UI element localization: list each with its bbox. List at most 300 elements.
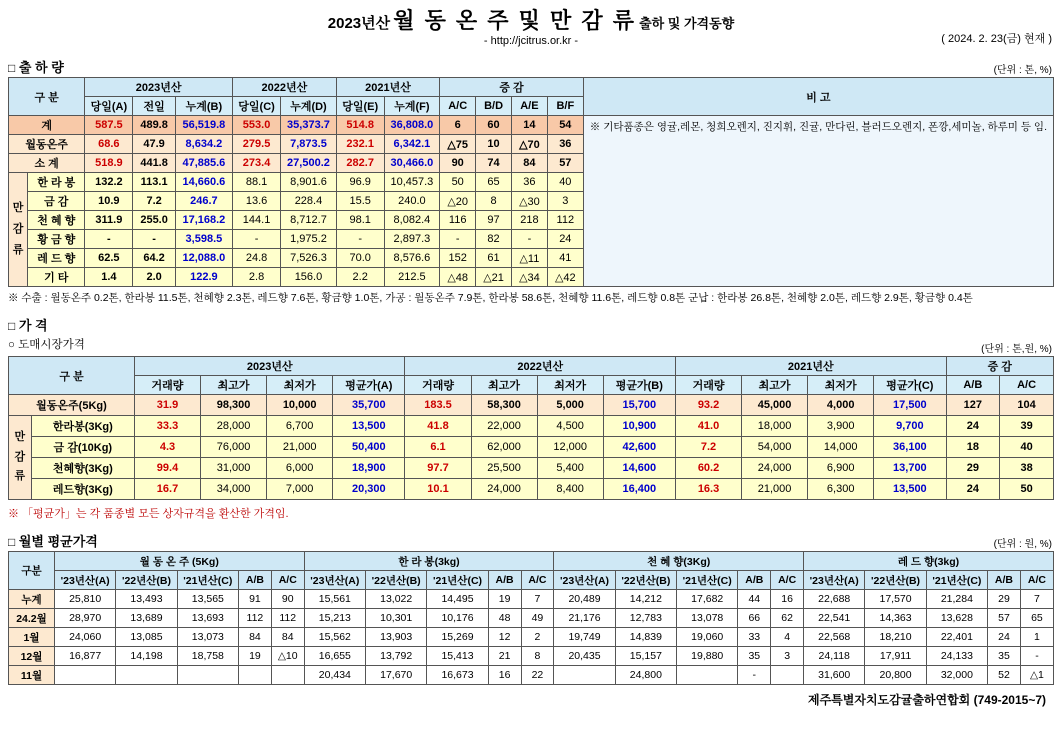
table-cell: 22,000 (471, 416, 537, 437)
monthly-col-gubun: 구분 (9, 552, 55, 590)
col-sub-8: B/D (476, 97, 512, 116)
table-cell: 52 (988, 666, 1021, 685)
table-cell: 60 (476, 116, 512, 135)
table-cell: △48 (440, 268, 476, 287)
table-cell: 7,526.3 (281, 249, 337, 268)
row-label: 금 감(10Kg) (31, 437, 134, 458)
table-cell: 10,301 (366, 609, 427, 628)
table-cell: - (336, 230, 384, 249)
table-row (9, 437, 1054, 458)
table-cell: 12,000 (537, 437, 603, 458)
table-cell: 18 (946, 437, 1000, 458)
table-cell: 112 (547, 211, 583, 230)
table-cell: 218 (511, 211, 547, 230)
table-cell: 16.3 (675, 479, 741, 500)
table-cell: 13,565 (177, 590, 238, 609)
table-cell: 8,634.2 (175, 135, 232, 154)
checkbox-mark-2: □ (8, 319, 16, 333)
table-cell: 35,700 (333, 395, 405, 416)
row-label: 24.2월 (9, 609, 55, 628)
table-cell: 58,300 (471, 395, 537, 416)
table-cell: 30,466.0 (384, 154, 440, 173)
row-label: 기 타 (28, 268, 85, 287)
table-cell: 62,000 (471, 437, 537, 458)
table-cell (677, 666, 738, 685)
table-cell: 240.0 (384, 192, 440, 211)
col-sub-1: 전일 (133, 97, 175, 116)
row-label: 금 감 (28, 192, 85, 211)
table-cell: 8 (476, 192, 512, 211)
table-cell: - (233, 230, 281, 249)
table-cell: 6,900 (808, 458, 874, 479)
table-cell: 17,570 (865, 590, 926, 609)
table-cell: 84 (271, 628, 304, 647)
col-sub-4: 누계(D) (281, 97, 337, 116)
table-cell: 10.1 (405, 479, 471, 500)
table-cell: 40 (1000, 437, 1054, 458)
table-cell: 99.4 (134, 458, 200, 479)
table-cell: 41.8 (405, 416, 471, 437)
price-col-gubun: 구 분 (9, 357, 135, 395)
table-cell: 518.9 (85, 154, 133, 173)
row-group-label: 만 감 류 (9, 416, 32, 500)
table-cell: 10,900 (603, 416, 675, 437)
section-monthly-label: 월별 평균가격 (18, 534, 98, 549)
table-cell: 20,434 (304, 666, 365, 685)
section-monthly-title (8, 534, 98, 549)
table-cell: 35,373.7 (281, 116, 337, 135)
table-cell: 13,700 (874, 458, 946, 479)
table-cell: - (738, 666, 771, 685)
table-cell: 12,783 (615, 609, 676, 628)
table-cell: 27,500.2 (281, 154, 337, 173)
col-2021: 2021년산 (336, 78, 439, 97)
table-cell: 31,600 (804, 666, 865, 685)
table-cell: 57 (547, 154, 583, 173)
table-cell: 228.4 (281, 192, 337, 211)
table-cell: 6,700 (267, 416, 333, 437)
table-cell: 36,808.0 (384, 116, 440, 135)
monthly-subcol-2-4: A/C (771, 571, 804, 590)
table-cell: 21,176 (554, 609, 615, 628)
section-price-unit: (단위 : 톤,원, %) (981, 344, 1052, 355)
table-cell: 10.9 (85, 192, 133, 211)
table-cell: 31,000 (201, 458, 267, 479)
table-cell: 24.8 (233, 249, 281, 268)
table-cell: 70.0 (336, 249, 384, 268)
table-cell: 17,168.2 (175, 211, 232, 230)
table-cell: 10,000 (267, 395, 333, 416)
table-cell: 84 (511, 154, 547, 173)
col-remark: 비 고 (583, 78, 1053, 116)
table-cell: - (85, 230, 133, 249)
table-cell: 10,176 (427, 609, 488, 628)
table-cell: 19 (488, 590, 521, 609)
table-cell: 18,900 (333, 458, 405, 479)
col-2022: 2022년산 (233, 78, 337, 97)
table-cell: 17,682 (677, 590, 738, 609)
table-cell: 6,000 (267, 458, 333, 479)
section-shipment (8, 57, 1054, 305)
table-cell: 19,749 (554, 628, 615, 647)
monthly-subcol-0-0: '23년산(A) (54, 571, 115, 590)
table-cell: 36 (547, 135, 583, 154)
table-cell: 54,000 (742, 437, 808, 458)
table-cell: 35 (988, 647, 1021, 666)
table-cell: 2,897.3 (384, 230, 440, 249)
table-cell: 2 (521, 628, 554, 647)
row-label: 1월 (9, 628, 55, 647)
price-col-change: 증 감 (946, 357, 1054, 376)
table-cell: 13,085 (116, 628, 177, 647)
price-col-2022: 2022년산 (405, 357, 676, 376)
table-cell: 8,901.6 (281, 173, 337, 192)
checkbox-mark-3: □ (8, 535, 16, 549)
checkbox-mark-1: □ (8, 61, 16, 75)
table-cell: 12 (488, 628, 521, 647)
site-url: - http://jcitrus.or.kr - (483, 35, 579, 47)
table-cell: 97.7 (405, 458, 471, 479)
table-row (9, 647, 1054, 666)
table-cell: 24,000 (742, 458, 808, 479)
circle-mark: ○ (8, 339, 15, 351)
table-cell: 246.7 (175, 192, 232, 211)
table-cell: 25,810 (54, 590, 115, 609)
table-cell: 16,877 (54, 647, 115, 666)
table-cell: 48 (488, 609, 521, 628)
monthly-subcol-1-3: A/B (488, 571, 521, 590)
row-label: 누계 (9, 590, 55, 609)
table-cell: 96.9 (336, 173, 384, 192)
section-price (8, 315, 1054, 521)
monthly-subcol-0-1: '22년산(B) (116, 571, 177, 590)
table-cell: 28,970 (54, 609, 115, 628)
monthly-subcol-2-1: '22년산(B) (615, 571, 676, 590)
table-cell: 21,284 (926, 590, 987, 609)
table-cell: 15.5 (336, 192, 384, 211)
table-cell: 49 (521, 609, 554, 628)
table-cell: △42 (547, 268, 583, 287)
table-cell: 66 (738, 609, 771, 628)
table-cell: 24 (547, 230, 583, 249)
table-cell: 20,435 (554, 647, 615, 666)
row-group-label: 만 감 류 (9, 173, 28, 287)
section-monthly-unit: (단위 : 원, %) (993, 539, 1052, 550)
table-cell: 91 (239, 590, 272, 609)
table-cell: 13,022 (366, 590, 427, 609)
row-label: 월동온주 (9, 135, 85, 154)
table-cell: 587.5 (85, 116, 133, 135)
title-year: 2023년산 (327, 15, 391, 32)
table-cell: 1.4 (85, 268, 133, 287)
table-cell: 3 (547, 192, 583, 211)
table-cell: 13,689 (116, 609, 177, 628)
table-cell: 24,118 (804, 647, 865, 666)
col-2023: 2023년산 (85, 78, 233, 97)
table-cell: 232.1 (336, 135, 384, 154)
table-cell: 212.5 (384, 268, 440, 287)
price-sub-2023-2: 최저가 (267, 376, 333, 395)
table-cell: 13,493 (116, 590, 177, 609)
price-col-2023: 2023년산 (134, 357, 405, 376)
table-cell: 10,457.3 (384, 173, 440, 192)
table-cell: 13.6 (233, 192, 281, 211)
table-cell: 13,792 (366, 647, 427, 666)
row-label: 한라봉(3Kg) (31, 416, 134, 437)
table-cell: 13,693 (177, 609, 238, 628)
report-date: ( 2024. 2. 23(금) 현재 ) (941, 33, 1052, 45)
section-price-title (8, 315, 1054, 334)
table-cell: △1 (1020, 666, 1053, 685)
price-sub-2021-1: 최고가 (742, 376, 808, 395)
col-sub-7: A/C (440, 97, 476, 116)
table-cell: 7 (1020, 590, 1053, 609)
table-cell: 97 (476, 211, 512, 230)
monthly-subcol-3-1: '22년산(B) (865, 571, 926, 590)
table-cell: 12,088.0 (175, 249, 232, 268)
table-cell: 7 (521, 590, 554, 609)
table-cell: 14,600 (603, 458, 675, 479)
table-row (9, 628, 1054, 647)
table-cell: △70 (511, 135, 547, 154)
shipment-table (8, 77, 1054, 287)
table-cell: 84 (239, 628, 272, 647)
price-sub-2022-3: 평균가(B) (603, 376, 675, 395)
title-main: 월 동 온 주 및 만 감 류 (393, 8, 637, 33)
table-cell: 116 (440, 211, 476, 230)
table-cell: 18,210 (865, 628, 926, 647)
table-cell: 8,400 (537, 479, 603, 500)
table-cell: 1 (1020, 628, 1053, 647)
table-cell: 10 (476, 135, 512, 154)
table-cell: 122.9 (175, 268, 232, 287)
monthly-subcol-2-2: '21년산(C) (677, 571, 738, 590)
table-cell: △10 (271, 647, 304, 666)
table-cell: 24,800 (615, 666, 676, 685)
section-monthly (8, 531, 1054, 685)
table-cell: 17,911 (865, 647, 926, 666)
row-label: 한 라 봉 (28, 173, 85, 192)
table-row (9, 395, 1054, 416)
title-subtitle: 출하 및 가격동향 (639, 16, 735, 31)
table-cell: 24 (988, 628, 1021, 647)
table-cell: 144.1 (233, 211, 281, 230)
row-label: 11월 (9, 666, 55, 685)
table-cell: 152 (440, 249, 476, 268)
table-cell: - (1020, 647, 1053, 666)
shipment-footnote: ※ 수출 : 월동온주 0.2톤, 한라봉 11.5톤, 천혜향 2.3톤, 레드향 7.6톤, 황금향 1.0톤, 가공 : 월동온주 7.9톤, 한라봉 58.6톤, 천혜향 11.6톤, 레드향 0.8톤 군납 : 한라봉 26.8톤, 천혜향 2.0톤, 레드향 2.9톤, 황금향 0.4톤 (8, 292, 973, 304)
price-sub-2022-0: 거래량 (405, 376, 471, 395)
table-cell: 311.9 (85, 211, 133, 230)
table-cell: 16 (771, 590, 804, 609)
table-cell: 279.5 (233, 135, 281, 154)
table-cell: - (440, 230, 476, 249)
section-shipment-unit: (단위 : 톤, %) (993, 65, 1052, 76)
table-cell: 18,758 (177, 647, 238, 666)
table-cell: 14,198 (116, 647, 177, 666)
table-cell: 21,000 (267, 437, 333, 458)
monthly-group-2: 천 혜 향(3Kg) (554, 552, 804, 571)
table-cell: 29 (988, 590, 1021, 609)
table-cell: 5,000 (537, 395, 603, 416)
table-cell: 14,212 (615, 590, 676, 609)
table-cell: 76,000 (201, 437, 267, 458)
table-cell: 34,000 (201, 479, 267, 500)
col-sub-2: 누계(B) (175, 97, 232, 116)
monthly-subcol-2-0: '23년산(A) (554, 571, 615, 590)
table-cell: 8,082.4 (384, 211, 440, 230)
table-cell: 2.0 (133, 268, 175, 287)
table-cell: 18,000 (742, 416, 808, 437)
table-cell (239, 666, 272, 685)
section-price-subtitle-wrap (8, 339, 85, 351)
table-cell: 6.1 (405, 437, 471, 458)
table-cell: 112 (239, 609, 272, 628)
table-cell: 441.8 (133, 154, 175, 173)
monthly-table (8, 551, 1054, 685)
table-cell: - (511, 230, 547, 249)
table-cell: 40 (547, 173, 583, 192)
table-cell: 65 (1020, 609, 1053, 628)
table-cell: 13,903 (366, 628, 427, 647)
table-cell: 255.0 (133, 211, 175, 230)
table-cell: △11 (511, 249, 547, 268)
table-cell: 62 (771, 609, 804, 628)
footer-organization: 제주특별자치도감귤출하연합회 (749-2015~7) (807, 693, 1046, 707)
table-cell: △21 (476, 268, 512, 287)
table-cell: 127 (946, 395, 1000, 416)
table-cell: 16,673 (427, 666, 488, 685)
table-cell: 282.7 (336, 154, 384, 173)
row-label: 레 드 향 (28, 249, 85, 268)
table-cell: 7.2 (675, 437, 741, 458)
price-sub-2021-2: 최저가 (808, 376, 874, 395)
table-cell: 20,300 (333, 479, 405, 500)
table-cell: 17,500 (874, 395, 946, 416)
table-cell: 2.2 (336, 268, 384, 287)
table-cell: 15,561 (304, 590, 365, 609)
col-sub-5: 당일(E) (336, 97, 384, 116)
table-cell: 4,500 (537, 416, 603, 437)
table-cell: 24 (946, 416, 1000, 437)
table-cell: 22,688 (804, 590, 865, 609)
row-label: 월동온주(5Kg) (9, 395, 135, 416)
row-label: 천 혜 향 (28, 211, 85, 230)
table-cell (271, 666, 304, 685)
table-cell: 15,157 (615, 647, 676, 666)
table-cell: 54 (547, 116, 583, 135)
table-cell: 33 (738, 628, 771, 647)
price-sub-2023-3: 평균가(A) (333, 376, 405, 395)
monthly-group-1: 한 라 봉(3kg) (304, 552, 554, 571)
table-cell: 156.0 (281, 268, 337, 287)
price-sub-jg-1: A/C (1000, 376, 1054, 395)
table-cell: 50 (1000, 479, 1054, 500)
col-sub-0: 당일(A) (85, 97, 133, 116)
table-cell: 29 (946, 458, 1000, 479)
table-cell: 13,628 (926, 609, 987, 628)
price-col-2021: 2021년산 (675, 357, 946, 376)
table-cell: 6,342.1 (384, 135, 440, 154)
table-cell: 273.4 (233, 154, 281, 173)
monthly-subcol-1-1: '22년산(B) (366, 571, 427, 590)
price-sub-2021-3: 평균가(C) (874, 376, 946, 395)
table-cell: 15,562 (304, 628, 365, 647)
monthly-subcol-1-0: '23년산(A) (304, 571, 365, 590)
table-cell: 64.2 (133, 249, 175, 268)
table-cell: 47,885.6 (175, 154, 232, 173)
table-cell: 5,400 (537, 458, 603, 479)
table-cell: 38 (1000, 458, 1054, 479)
table-row (9, 609, 1054, 628)
table-cell: 3 (771, 647, 804, 666)
table-cell: 68.6 (85, 135, 133, 154)
table-cell: 93.2 (675, 395, 741, 416)
table-cell: 14,000 (808, 437, 874, 458)
table-cell: 22 (521, 666, 554, 685)
table-cell: 183.5 (405, 395, 471, 416)
table-cell: 36,100 (874, 437, 946, 458)
monthly-subcol-3-2: '21년산(C) (926, 571, 987, 590)
table-cell: 22,541 (804, 609, 865, 628)
table-cell: 2.8 (233, 268, 281, 287)
table-cell: △34 (511, 268, 547, 287)
price-sub-2022-2: 최저가 (537, 376, 603, 395)
table-cell: 113.1 (133, 173, 175, 192)
table-cell: 41.0 (675, 416, 741, 437)
monthly-subcol-3-4: A/C (1020, 571, 1053, 590)
table-cell: 50 (440, 173, 476, 192)
monthly-subcol-2-3: A/B (738, 571, 771, 590)
table-cell: 47.9 (133, 135, 175, 154)
table-cell: 7,873.5 (281, 135, 337, 154)
price-sub-2023-0: 거래량 (134, 376, 200, 395)
table-cell: 21 (488, 647, 521, 666)
table-cell: 6,300 (808, 479, 874, 500)
table-cell: 16,400 (603, 479, 675, 500)
table-cell: 3,900 (808, 416, 874, 437)
table-cell: 60.2 (675, 458, 741, 479)
table-cell: 33.3 (134, 416, 200, 437)
table-cell (177, 666, 238, 685)
table-cell: 132.2 (85, 173, 133, 192)
table-cell: 19,880 (677, 647, 738, 666)
table-cell: 28,000 (201, 416, 267, 437)
table-cell: 14 (511, 116, 547, 135)
table-cell: 14,495 (427, 590, 488, 609)
table-cell: 14,839 (615, 628, 676, 647)
table-row (9, 416, 1054, 437)
col-sub-3: 당일(C) (233, 97, 281, 116)
table-cell: 88.1 (233, 173, 281, 192)
table-cell: 4,000 (808, 395, 874, 416)
table-cell: 56,519.8 (175, 116, 232, 135)
table-cell: 15,413 (427, 647, 488, 666)
table-cell: 514.8 (336, 116, 384, 135)
table-cell: 8 (521, 647, 554, 666)
monthly-subcol-3-0: '23년산(A) (804, 571, 865, 590)
table-cell: △30 (511, 192, 547, 211)
table-cell: 4 (771, 628, 804, 647)
table-cell (554, 666, 615, 685)
table-cell: 21,000 (742, 479, 808, 500)
row-label: 황 금 향 (28, 230, 85, 249)
table-cell: 9,700 (874, 416, 946, 437)
table-row (9, 479, 1054, 500)
remark-note: ※ 기타품종은 영귤,레몬, 청희오렌지, 진지휘, 진귤, 만다린, 블러드오렌지, 폰깡,세미놀, 하루미 등 임. (583, 116, 1053, 287)
table-cell: - (133, 230, 175, 249)
row-label: 레드향(3Kg) (31, 479, 134, 500)
